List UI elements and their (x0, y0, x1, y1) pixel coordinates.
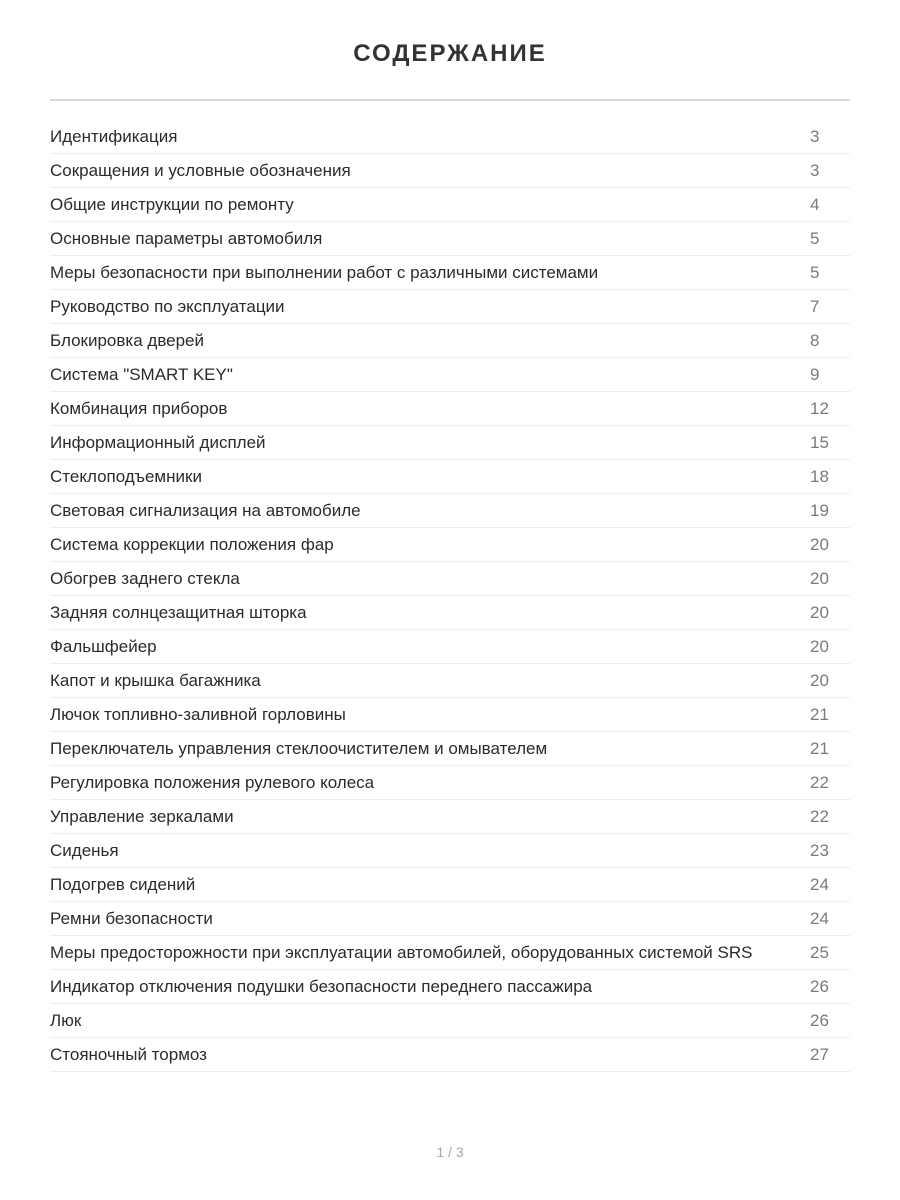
page-title: СОДЕРЖАНИЕ (353, 40, 547, 67)
toc-entry[interactable] (50, 120, 850, 154)
toc-entry-title[interactable]: Управление зеркалами (50, 807, 234, 826)
toc-entry-page-number: 24 (810, 909, 829, 928)
toc-entry-title[interactable]: Ремни безопасности (50, 909, 213, 928)
toc-entry-title[interactable]: Обогрев заднего стекла (50, 569, 240, 588)
toc-entry-page-number: 27 (810, 1045, 829, 1064)
toc-entry[interactable] (50, 664, 850, 698)
toc-entry[interactable] (50, 426, 850, 460)
toc-entry[interactable] (50, 1004, 850, 1038)
toc-entry[interactable] (50, 460, 850, 494)
toc-entry[interactable] (50, 596, 850, 630)
toc-entry-page-number: 3 (810, 161, 820, 180)
title-divider (50, 99, 850, 101)
page-indicator: 1 / 3 (436, 1144, 464, 1160)
toc-entry-title[interactable]: Блокировка дверей (50, 331, 205, 350)
toc-entry-page-number: 24 (810, 875, 829, 894)
toc-entry-title[interactable]: Сокращения и условные обозначения (50, 161, 351, 180)
toc-entry[interactable] (50, 324, 850, 358)
toc-entry-title[interactable]: Лючок топливно-заливной горловины (50, 705, 346, 724)
toc-entry-title[interactable]: Индикатор отключения подушки безопасности переднего пассажира (50, 977, 593, 996)
toc-entry-page-number: 5 (810, 263, 820, 282)
toc-entry-title[interactable]: Меры предосторожности при эксплуатации автомобилей, оборудованных системой SRS (50, 943, 753, 962)
toc-entry[interactable] (50, 970, 850, 1004)
toc-entry[interactable] (50, 154, 850, 188)
toc-entry[interactable] (50, 562, 850, 596)
toc-entry-title[interactable]: Информационный дисплей (50, 433, 266, 452)
toc-entry-title[interactable]: Сиденья (50, 841, 119, 860)
toc-entry[interactable] (50, 732, 850, 766)
toc-entry[interactable] (50, 766, 850, 800)
toc-entry-page-number: 26 (810, 1011, 829, 1030)
toc-entry[interactable] (50, 800, 850, 834)
toc-entry[interactable] (50, 290, 850, 324)
toc-entry-title[interactable]: Подогрев сидений (50, 875, 196, 894)
toc-entry-page-number: 9 (810, 365, 820, 384)
toc-entry[interactable] (50, 222, 850, 256)
toc-entry-page-number: 26 (810, 977, 829, 996)
toc-entry-title[interactable]: Руководство по эксплуатации (50, 297, 285, 316)
toc-entry-page-number: 20 (810, 603, 829, 622)
toc-entry-page-number: 7 (810, 297, 820, 316)
toc-entry-page-number: 21 (810, 739, 829, 758)
toc-entry-page-number: 4 (810, 195, 820, 214)
toc-entry[interactable] (50, 630, 850, 664)
toc-entry-page-number: 20 (810, 637, 829, 656)
toc-entry-title[interactable]: Система коррекции положения фар (50, 535, 334, 554)
toc-entry[interactable] (50, 868, 850, 902)
toc-entry-page-number: 5 (810, 229, 820, 248)
toc-entry-title[interactable]: Регулировка положения рулевого колеса (50, 773, 375, 792)
toc-entry-page-number: 20 (810, 535, 829, 554)
toc-entry-page-number: 20 (810, 569, 829, 588)
table-of-contents (50, 120, 850, 1072)
toc-entry-title[interactable]: Меры безопасности при выполнении работ с различными системами (50, 263, 599, 282)
toc-entry[interactable] (50, 698, 850, 732)
toc-entry-title[interactable]: Световая сигнализация на автомобиле (50, 501, 361, 520)
toc-entry[interactable] (50, 528, 850, 562)
toc-entry[interactable] (50, 494, 850, 528)
toc-entry[interactable] (50, 936, 850, 970)
toc-entry-page-number: 3 (810, 127, 820, 146)
toc-entry[interactable] (50, 1038, 850, 1072)
toc-entry-page-number: 20 (810, 671, 829, 690)
toc-entry[interactable] (50, 902, 850, 936)
toc-entry[interactable] (50, 358, 850, 392)
toc-entry-title[interactable]: Основные параметры автомобиля (50, 229, 323, 248)
toc-entry[interactable] (50, 188, 850, 222)
toc-entry[interactable] (50, 256, 850, 290)
toc-entry-title[interactable]: Переключатель управления стеклоочистителем и омывателем (50, 739, 548, 758)
toc-entry-title[interactable]: Стеклоподъемники (50, 467, 202, 486)
toc-entry-page-number: 8 (810, 331, 820, 350)
toc-entry-page-number: 19 (810, 501, 829, 520)
toc-entry-title[interactable]: Люк (50, 1011, 82, 1030)
toc-entry[interactable] (50, 834, 850, 868)
toc-entry-title[interactable]: Комбинация приборов (50, 399, 228, 418)
toc-entry-title[interactable]: Стояночный тормоз (50, 1045, 207, 1064)
toc-entry-page-number: 18 (810, 467, 829, 486)
toc-entry-page-number: 15 (810, 433, 829, 452)
toc-entry-page-number: 25 (810, 943, 829, 962)
toc-entry-title[interactable]: Общие инструкции по ремонту (50, 195, 294, 214)
toc-entry-title[interactable]: Задняя солнцезащитная шторка (50, 603, 307, 622)
toc-entry-title[interactable]: Система "SMART KEY" (50, 365, 233, 384)
toc-entry-title[interactable]: Капот и крышка багажника (50, 671, 261, 690)
toc-entry[interactable] (50, 392, 850, 426)
toc-entry-page-number: 23 (810, 841, 829, 860)
toc-entry-page-number: 12 (810, 399, 829, 418)
toc-entry-title[interactable]: Фальшфейер (50, 637, 157, 656)
toc-entry-page-number: 22 (810, 773, 829, 792)
toc-entry-page-number: 21 (810, 705, 829, 724)
toc-entry-title[interactable]: Идентификация (50, 127, 178, 146)
toc-entry-page-number: 22 (810, 807, 829, 826)
